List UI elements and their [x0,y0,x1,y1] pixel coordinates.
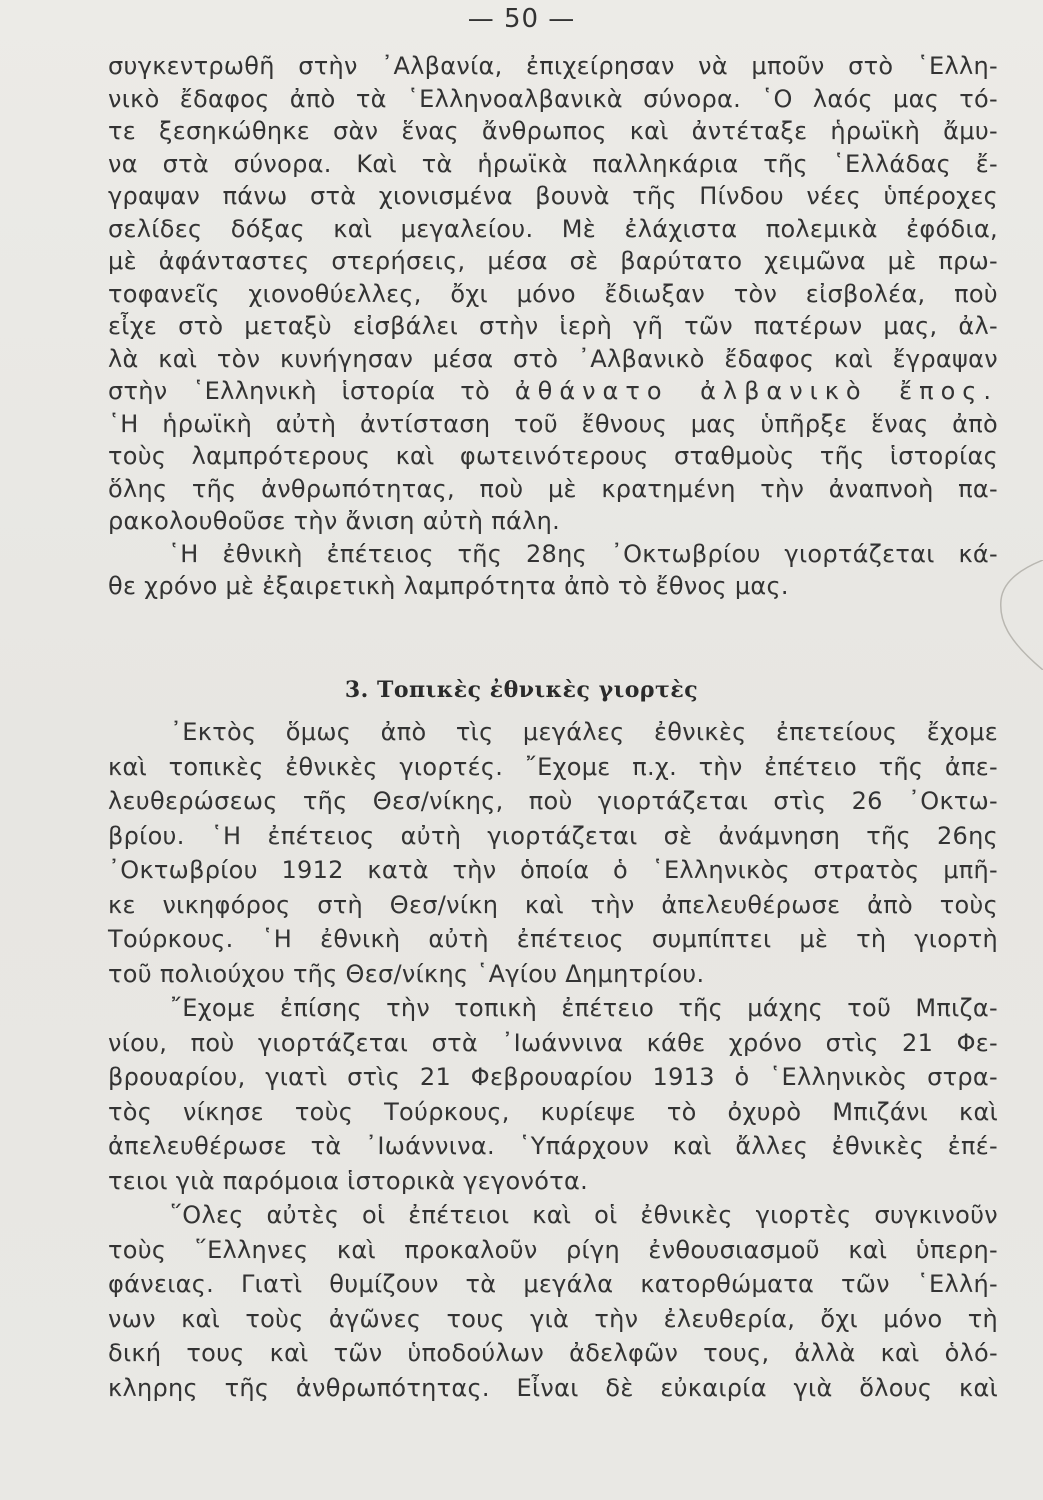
text-line: κληρης τῆς ἀνθρωπότητας. Εἶναι δὲ εὐκαιρία γιὰ ὅλους καὶ [108,1373,998,1402]
text-line: Τούρκους. ῾Η ἐθνικὴ αὐτὴ ἐπέτειος συμπίπτει μὲ τὴ γιορτὴ [108,925,998,953]
text-line: τε ξεσηκώθηκε σὰν ἕνας ἄνθρωπος καὶ ἀντέταξε ἡρωϊκὴ ἄμυ- [108,117,998,145]
text-line-emphasis [108,375,998,408]
text-line: βρουαρίου, γιατὶ στὶς 21 Φεβρουαρίου 1913 ὁ ῾Ελληνικὸς στρα- [108,1063,998,1091]
text-line: ὅλης τῆς ἀνθρωπότητας, ποὺ μὲ κρατημένη τὴν ἀναπνοὴ πα- [108,474,998,503]
text-line: βρίου. ῾Η ἐπέτειος αὐτὴ γιορτάζεται σὲ ἀνάμνηση τῆς 26ης [108,821,998,850]
text-line: ᾿Εκτὸς ὅμως ἀπὸ τὶς μεγάλες ἐθνικὲς ἐπετείους ἔχομε [170,718,998,746]
text-block-bottom [108,715,998,1405]
text-line: λευθερώσεως τῆς Θεσ/νίκης, ποὺ γιορτάζεται στὶς 26 ᾿Οκτω- [108,787,998,815]
text-line: γραψαν πάνω στὰ χιονισμένα βουνὰ τῆς Πίνδου νέες ὑπέροχες [108,182,998,210]
text-line: ῎Εχομε ἐπίσης τὴν τοπικὴ ἐπέτειο τῆς μάχης τοῦ Μπιζα- [170,994,998,1022]
text-line: τοῦ πολιούχου τῆς Θεσ/νίκης ῾Αγίου Δημητρίου. [108,959,705,988]
text-line: νων καὶ τοὺς ἀγῶνες τους γιὰ τὴν ἐλευθερία, ὄχι μόνο τὴ [108,1304,998,1333]
text-line: ᾿Οκτωβρίου 1912 κατὰ τὴν ὁποία ὁ ῾Ελληνικὸς στρατὸς μπῆ- [108,856,998,884]
text-line: ῞Ολες αὐτὲς οἱ ἐπέτειοι καὶ οἱ ἐθνικὲς γιορτὲς συγκινοῦν [170,1201,998,1229]
text-line: καὶ τοπικὲς ἐθνικὲς γιορτές. ῎Εχομε π.χ. τὴν ἐπέτειο τῆς ἀπε- [108,752,998,781]
paragraph-4 [108,991,998,1198]
text-line: συγκεντρωθῆ στὴν ᾿Αλβανία, ἐπιχείρησαν νὰ μποῦν στὸ ῾Ελλη- [108,52,998,80]
spaced-emphasis: ἀθάνατο ἀλβανικὸ ἔπος. [514,377,999,405]
paragraph-5 [108,1198,998,1405]
text-line: θε χρόνο μὲ ἐξαιρετικὴ λαμπρότητα ἀπὸ τὸ ἔθνος μας. [108,572,789,600]
text-line: σελίδες δόξας καὶ μεγαλείου. Μὲ ἐλάχιστα πολεμικὰ ἐφόδια, [108,214,998,243]
text-line: ρακολουθοῦσε τὴν ἄνιση αὐτὴ πάλη. [108,507,561,535]
line-start: στὴν ῾Ελληνικὴ ἱστορία τὸ [108,377,515,405]
text-line: τοὺς ῞Ελληνες καὶ προκαλοῦν ρίγη ἐνθουσιασμοῦ καὶ ὑπερη- [108,1235,998,1264]
text-line: τοὺς λαμπρότερους καὶ φωτεινότερους σταθμοὺς τῆς ἱστορίας [108,442,998,470]
paragraph-1 [108,50,998,538]
text-line: κε νικηφόρος στὴ Θεσ/νίκη καὶ τὴν ἀπελευθέρωσε ἀπὸ τοὺς [108,890,998,919]
text-line: ῾Η ἡρωϊκὴ αὐτὴ ἀντίσταση τοῦ ἔθνους μας ὑπῆρξε ἕνας ἀπὸ [108,409,998,438]
text-line: δική τους καὶ τῶν ὑποδούλων ἀδελφῶν τους, ἀλλὰ καὶ ὁλό- [108,1339,998,1367]
page-number: — 50 — [467,4,576,34]
text-line: μὲ ἀφάνταστες στερήσεις, μέσα σὲ βαρύτατο χειμῶνα μὲ πρω- [108,247,998,275]
text-line: λὰ καὶ τὸν κυνήγησαν μέσα στὸ ᾿Αλβανικὸ ἔδαφος καὶ ἔγραψαν [108,344,998,373]
text-line: φάνειας. Γιατὶ θυμίζουν τὰ μεγάλα κατορθώματα τῶν ῾Ελλή- [108,1270,998,1298]
paragraph-2 [108,538,998,603]
text-line: νίου, ποὺ γιορτάζεται στὰ ᾿Ιωάννινα κάθε χρόνο στὶς 21 Φε- [108,1028,998,1057]
text-line: τοφανεῖς χιονοθύελλες, ὄχι μόνο ἔδιωξαν τὸν εἰσβολέα, ποὺ [108,279,998,308]
text-line: νικὸ ἔδαφος ἀπὸ τὰ ῾Ελληνοαλβανικὰ σύνορα. ῾Ο λαός μας τό- [108,84,998,113]
text-line: να στὰ σύνορα. Καὶ τὰ ἡρωϊκὰ παλληκάρια τῆς ῾Ελλάδας ἔ- [108,149,998,178]
text-block-top [108,50,998,603]
text-line: ῾Η ἐθνικὴ ἐπέτειος τῆς 28ης ᾿Οκτωβρίου γιορτάζεται κά- [168,539,998,568]
text-line: εἶχε στὸ μεταξὺ εἰσβάλει στὴν ἱερὴ γῆ τῶν πατέρων μας, ἀλ- [108,312,998,340]
text-line: ἀπελευθέρωσε τὰ ᾿Ιωάννινα. ῾Υπάρχουν καὶ ἄλλες ἐθνικὲς ἐπέ- [108,1132,998,1160]
text-line: τὸς νίκησε τοὺς Τούρκους, κυρίεψε τὸ ὀχυρὸ Μπιζάνι καὶ [108,1097,998,1126]
paragraph-3 [108,715,998,991]
section-heading: 3. Τοπικὲς ἐθνικὲς γιορτὲς [344,677,699,703]
text-line: τειοι γιὰ παρόμοια ἱστορικὰ γεγονότα. [108,1166,589,1195]
